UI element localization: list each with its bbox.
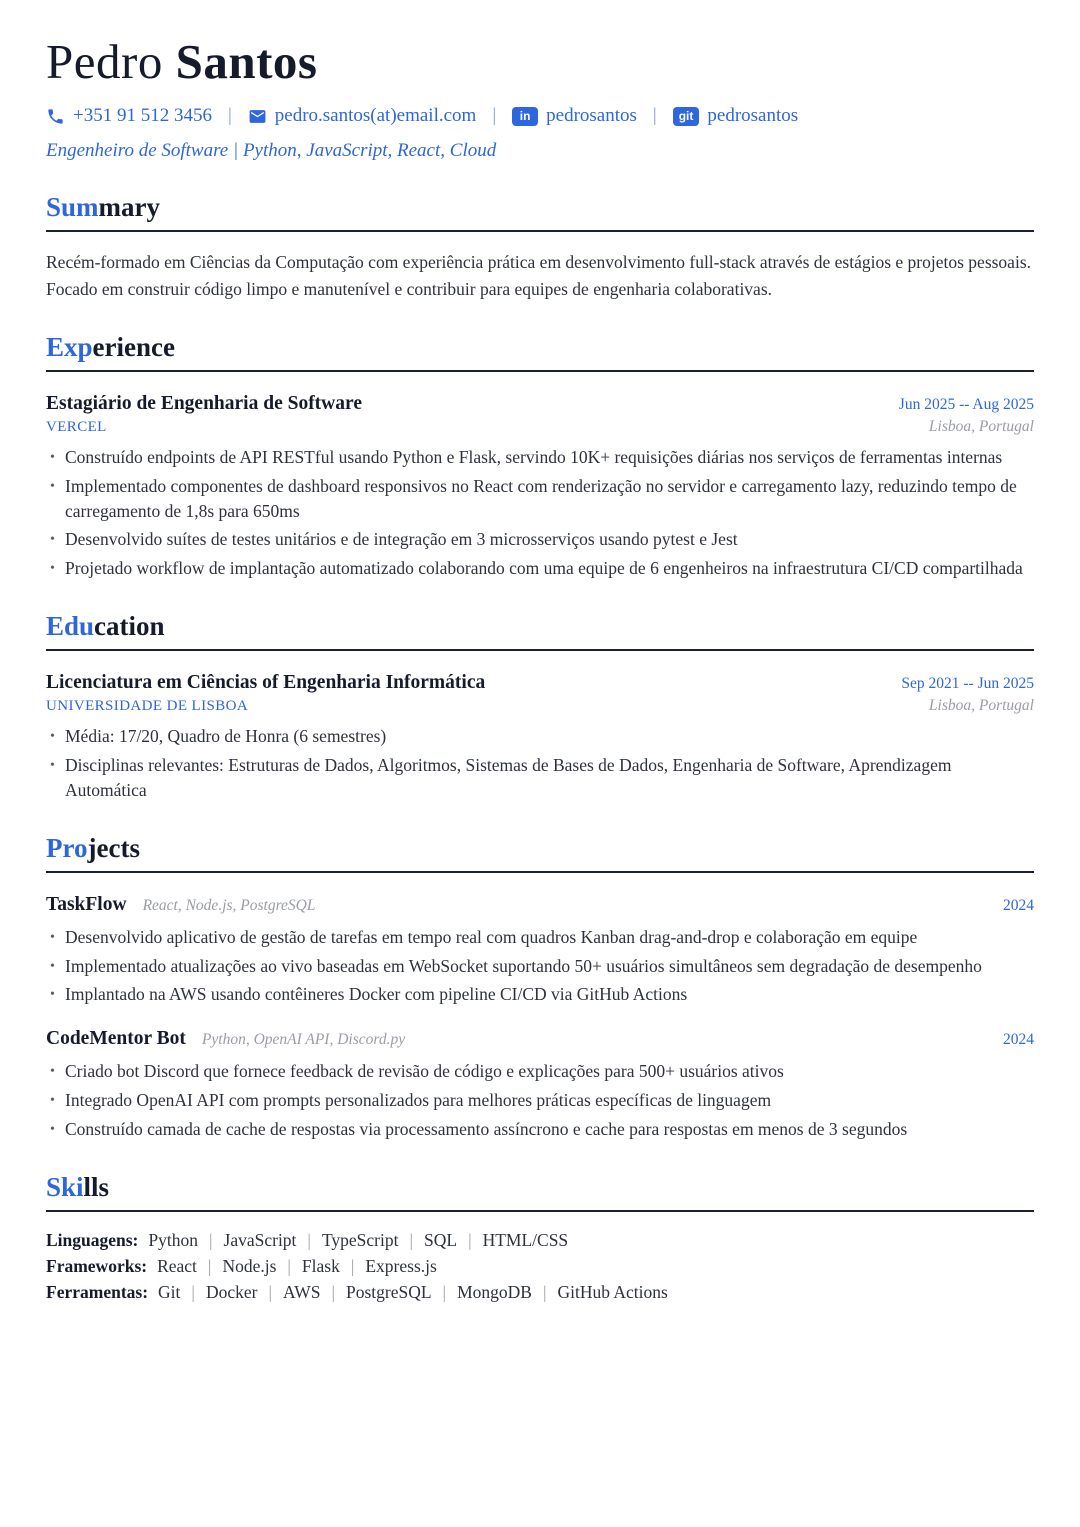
skill-separator: | — [307, 1229, 311, 1250]
email-contact — [248, 105, 477, 127]
project-name: CodeMentor Bot — [46, 1028, 186, 1050]
section-title-accent: Pro — [46, 832, 88, 863]
skill-separator: | — [191, 1281, 195, 1302]
section-title-accent: Exp — [46, 331, 93, 362]
envelope-icon — [248, 107, 267, 126]
contact-separator: | — [492, 105, 497, 127]
bullet-item: • Disciplinas relevantes: Estruturas de Dados, Algoritmos, Sistemas de Bases de Dados, Engenharia de Software, Aprendizagem Automática — [46, 753, 1034, 803]
section-title-rest: mary — [98, 192, 161, 223]
skill-item: Python — [148, 1229, 198, 1250]
person-name — [46, 36, 1034, 87]
bullet-item: • Média: 17/20, Quadro de Honra (6 semestres) — [46, 724, 1034, 749]
bullet-item: • Construído camada de cache de respostas via processamento assíncrono e cache para respostas em menos de 3 segundos — [46, 1117, 1034, 1142]
contact-separator: | — [652, 105, 657, 127]
education-entry-subheader — [46, 694, 1034, 715]
bullet-item: • Implantado na AWS usando contêineres Docker com pipeline CI/CD via GitHub Actions — [46, 982, 1034, 1007]
phone-icon — [46, 107, 65, 126]
contact-separator: | — [227, 105, 232, 127]
education-entry — [46, 672, 1034, 803]
first-name: Pedro — [46, 34, 163, 89]
phone-number: +351 91 512 3456 — [73, 105, 212, 127]
section-title-education — [46, 611, 1034, 651]
linkedin-username: pedrosantos — [546, 105, 637, 127]
project-header — [46, 894, 1034, 916]
skill-item: Docker — [205, 1281, 258, 1302]
summary-text: Recém-formado em Ciências da Computação com experiência prática em desenvolvimento full-stack através de estágios e projetos pessoais. Focado em construir código limpo e manutenível e contribuir para equipes de engenharia colaborativas. — [46, 252, 1031, 299]
skill-item: Node.js — [222, 1255, 277, 1276]
bullet-item: • Projetado workflow de implantação automatizado colaborando com uma equipe de 6 engenheiros na infraestrutura CI/CD compartilhada — [46, 556, 1034, 581]
skill-item: MongoDB — [457, 1281, 532, 1302]
section-title-skills — [46, 1172, 1034, 1212]
project-header — [46, 1028, 1034, 1050]
project-year: 2024 — [1003, 1031, 1034, 1049]
skill-item: GitHub Actions — [557, 1281, 668, 1302]
project-name: TaskFlow — [46, 893, 127, 915]
project-entry-codementor — [46, 1028, 1034, 1142]
job-title: Estagiário de Engenharia de Software — [46, 392, 362, 414]
skill-separator: | — [207, 1255, 212, 1276]
project-entry-taskflow — [46, 894, 1034, 1008]
bullet-item: • Integrado OpenAI API com prompts personalizados para melhores práticas específicas de linguagem — [46, 1088, 1034, 1113]
section-title-rest: jects — [87, 832, 140, 863]
section-title-rest: lls — [83, 1171, 110, 1202]
project-title-group — [46, 1028, 405, 1050]
last-name: Santos — [175, 34, 318, 89]
education-bullets — [46, 724, 1034, 803]
skill-separator: | — [468, 1229, 472, 1250]
skill-separator: | — [331, 1281, 335, 1302]
section-title-rest: cation — [94, 611, 165, 642]
tagline: Engenheiro de Software | Python, JavaScript, React, Cloud — [46, 140, 497, 162]
skill-item: JavaScript — [223, 1229, 297, 1250]
github-contact — [673, 105, 798, 127]
project-title-group — [46, 894, 315, 916]
section-title-accent: Sum — [46, 192, 99, 223]
experience-entry — [46, 393, 1034, 581]
skill-separator: | — [542, 1281, 547, 1302]
project-stack: Python, OpenAI API, Discord.py — [201, 1031, 406, 1049]
skill-item: HTML/CSS — [482, 1229, 569, 1250]
skill-item: TypeScript — [321, 1229, 399, 1250]
skill-item: Git — [158, 1281, 181, 1302]
skills-label: Ferramentas: — [46, 1281, 149, 1302]
skill-item: Express.js — [365, 1255, 437, 1276]
project-stack: React, Node.js, PostgreSQL — [142, 896, 316, 914]
section-title-accent: Ski — [46, 1171, 84, 1202]
bullet-item: • Implementado atualizações ao vivo baseadas em WebSocket suportando 50+ usuários simultâneos sem degradação de desempenho — [46, 954, 1034, 979]
skills-label: Linguagens: — [46, 1229, 139, 1250]
section-title-projects — [46, 833, 1034, 873]
skills-row-tools — [46, 1280, 1034, 1306]
skills-row-languages — [46, 1228, 1034, 1254]
skills-row-frameworks — [46, 1254, 1034, 1280]
project-bullets — [46, 925, 1034, 1008]
skill-separator: | — [442, 1281, 447, 1302]
skill-separator: | — [209, 1229, 213, 1250]
phone-contact — [46, 105, 212, 127]
section-title-summary — [46, 192, 1034, 232]
education-entry-header — [46, 672, 1034, 694]
bullet-item: • Desenvolvido aplicativo de gestão de tarefas em tempo real com quadros Kanban drag-and-drop e colaboração em equipe — [46, 925, 1034, 950]
section-title-accent: Edu — [46, 611, 95, 642]
skill-item: AWS — [282, 1281, 321, 1302]
skill-separator: | — [287, 1255, 291, 1276]
bullet-item: • Construído endpoints de API RESTful usando Python e Flask, servindo 10K+ requisições diárias nos serviços de ferramentas internas — [46, 445, 1034, 470]
company-name: VERCEL — [46, 418, 107, 435]
github-username: pedrosantos — [707, 105, 799, 127]
education-dates: Sep 2021 -- Jun 2025 — [901, 675, 1034, 693]
project-bullets — [46, 1059, 1034, 1142]
experience-entry-subheader — [46, 415, 1034, 436]
job-dates: Jun 2025 -- Aug 2025 — [898, 395, 1034, 413]
skill-separator: | — [268, 1281, 272, 1302]
skill-separator: | — [409, 1229, 413, 1250]
section-title-rest: erience — [92, 331, 175, 362]
experience-bullets — [46, 445, 1034, 581]
experience-entry-header — [46, 393, 1034, 415]
skill-item: Flask — [301, 1255, 340, 1276]
skill-separator: | — [350, 1255, 355, 1276]
email-address: pedro.santos(at)email.com — [274, 105, 477, 127]
section-title-experience — [46, 332, 1034, 372]
contact-row — [46, 105, 1034, 127]
linkedin-icon: in — [512, 107, 538, 126]
skills-block — [46, 1228, 1034, 1306]
skills-label: Frameworks: — [46, 1255, 148, 1276]
linkedin-contact — [512, 105, 637, 127]
job-location: Lisboa, Portugal — [928, 417, 1034, 435]
bullet-item: • Implementado componentes de dashboard responsivos no React com renderização no servidor e carregamento lazy, reduzindo tempo de carregamento de 1,8s para 650ms — [46, 474, 1034, 524]
git-icon: git — [673, 107, 700, 126]
degree-title: Licenciatura em Ciências of Engenharia Informática — [46, 672, 486, 694]
skill-item: React — [157, 1255, 197, 1276]
education-location: Lisboa, Portugal — [928, 697, 1034, 715]
skill-item: SQL — [424, 1229, 458, 1250]
bullet-item: • Desenvolvido suítes de testes unitários e de integração em 3 microsserviços usando pytest e Jest — [46, 527, 1034, 552]
school-name: UNIVERSIDADE DE LISBOA — [46, 698, 249, 715]
project-year: 2024 — [1003, 896, 1034, 914]
bullet-item: • Criado bot Discord que fornece feedback de revisão de código e explicações para 500+ usuários ativos — [46, 1059, 1034, 1084]
skill-item: PostgreSQL — [345, 1281, 432, 1302]
